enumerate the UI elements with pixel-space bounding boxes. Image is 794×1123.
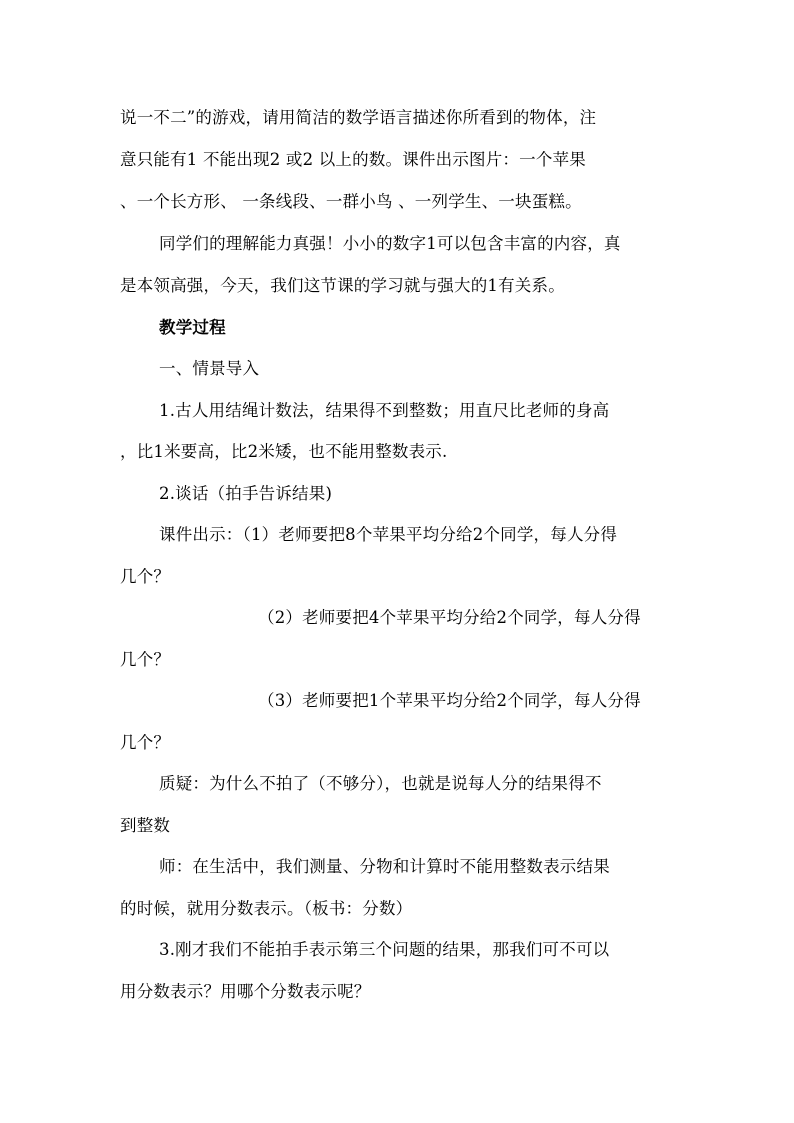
text-line: 几个？ <box>120 567 171 586</box>
text-line: 课件出示：（1）老师要把8个苹果平均分给2个同学，每人分得 <box>159 525 618 544</box>
text-line: 说一不二”的游戏，请用简洁的数学语言描述你所看到的物体，注 <box>120 108 597 127</box>
text-line: 1.古人用结绳计数法，结果得不到整数；用直尺比老师的身高 <box>159 401 610 420</box>
text-line: 意只能有1 不能出现2 或2 以上的数。课件出示图片：一个苹果 <box>120 150 586 169</box>
text-line: 师：在生活中，我们测量、分物和计算时不能用整数表示结果 <box>159 857 610 876</box>
section-heading: 教学过程 <box>159 318 226 337</box>
text-line: （3）老师要把1个苹果平均分给2个同学，每人分得 <box>258 691 641 710</box>
text-line: 用分数表示？用哪个分数表示呢？ <box>120 982 371 1001</box>
text-line: 质疑：为什么不拍了（不够分），也就是说每人分的结果得不 <box>159 774 602 793</box>
text-line: 同学们的理解能力真强！小小的数字1可以包含丰富的内容，真 <box>159 234 621 253</box>
text-line: 的时候，就用分数表示。（板书：分数） <box>120 899 413 918</box>
text-line: 到整数 <box>120 816 171 835</box>
text-line: 3.刚才我们不能拍手表示第三个问题的结果，那我们可不可以 <box>159 940 610 959</box>
text-line: 、一个长方形、 一条线段、一群小鸟 、一列学生、一块蛋糕。 <box>120 192 582 211</box>
subsection-heading: 一、情景导入 <box>159 359 260 378</box>
text-line: ，比1米要高，比2米矮，也不能用整数表示. <box>120 442 448 461</box>
text-line: （2）老师要把4个苹果平均分给2个同学，每人分得 <box>258 608 641 627</box>
text-line: 几个？ <box>120 650 171 669</box>
text-line: 几个？ <box>120 733 171 752</box>
text-line: 是本领高强，今天，我们这节课的学习就与强大的1有关系。 <box>120 276 565 295</box>
text-line: 2.谈话（拍手告诉结果) <box>159 484 333 503</box>
